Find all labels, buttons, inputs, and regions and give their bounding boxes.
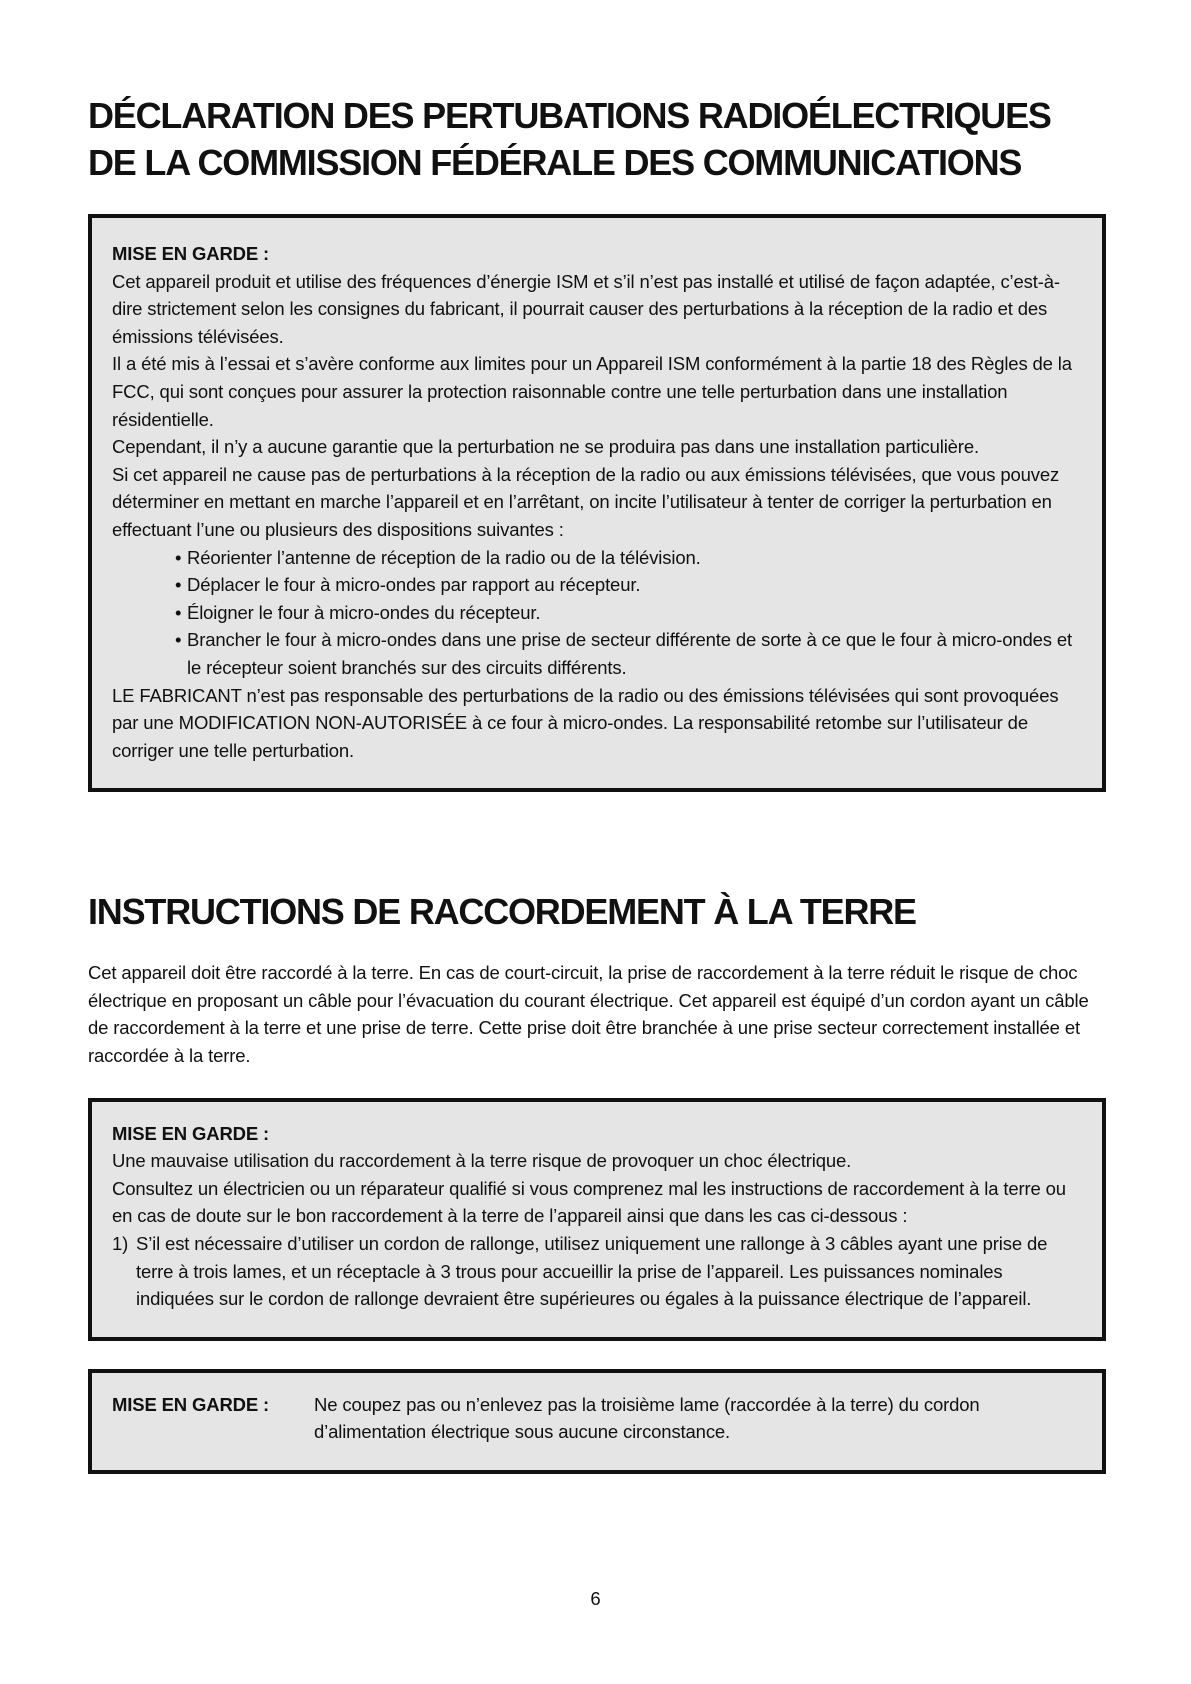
page-number: 6 (590, 1588, 601, 1609)
item-number: 1) (112, 1233, 129, 1255)
fcc-paragraph-1: Cet appareil produit et utilise des fréquences d’énergie ISM et s’il n’est pas installé et utilisé de façon adaptée, c’est-à-dire strictement selon les consignes du fabricant, il pourrait causer des perturbations à la réception de la radio et des émissions télévisées. (112, 270, 1060, 347)
fcc-paragraph-2: Il a été mis à l’essai et s’avère conforme aux limites pour un Appareil ISM conformément à la partie 18 des Règles de la FCC, qui sont conçues pour assurer la protection raisonnable contre une telle perturbation dans une installation résidentielle. (112, 353, 1072, 430)
fcc-bullet-list (112, 544, 1082, 682)
grounding-warning-box (88, 1098, 1106, 1341)
fcc-bullet-item: • Déplacer le four à micro-ondes par rapport au récepteur. (175, 571, 1082, 599)
fcc-bullet-item: • Éloigner le four à micro-ondes du récepteur. (175, 599, 1082, 627)
fcc-heading (88, 92, 1106, 186)
fcc-heading-line1: DÉCLARATION DES PERTUBATIONS RADIOÉLECTRIQUES (88, 95, 1051, 136)
grounding-warning-label: MISE EN GARDE : (112, 1122, 270, 1144)
fcc-warning-box (88, 214, 1106, 792)
grounding-warning-line2: Consultez un électricien ou un réparateur qualifié si vous comprenez mal les instructions de raccordement à la terre ou en cas de doute sur le bon raccordement à la terre de l’appareil ainsi que dans les cas ci-dessous : (112, 1177, 1066, 1227)
fcc-warning-label: MISE EN GARDE : (112, 243, 270, 264)
item-text: S’il est nécessaire d’utiliser un cordon de rallonge, utilisez uniquement une rallonge à 3 câbles ayant une prise de terre à trois lames, et un réceptacle à 3 trous pour accueillir la prise de l’appareil. Les puissances nominales indiquées sur le cordon de rallonge devraient être supérieures ou égales à la puissance électrique de l’appareil. (136, 1233, 1048, 1310)
blade-warning-label: MISE EN GARDE : (112, 1393, 270, 1415)
fcc-paragraph-5: LE FABRICANT n’est pas responsable des perturbations de la radio ou des émissions télévisées qui sont provoquées par une MODIFICATION NON-AUTORISÉE à ce four à micro-ondes. La responsabilité retombe sur l’utilisateur de corriger une telle perturbation. (112, 684, 1059, 761)
fcc-heading-line2: DE LA COMMISSION FÉDÉRALE DES COMMUNICATIONS (88, 142, 1022, 183)
grounding-intro: Cet appareil doit être raccordé à la terre. En cas de court-circuit, la prise de raccordement à la terre réduit le risque de choc électrique en proposant un câble pour l’évacuation du courant électrique. Cet appareil est équipé d’un cordon ayant un câble de raccordement à la terre et une prise de terre. Cette prise doit être branchée à une prise secteur correctement installée et raccordée à la terre. (88, 962, 1089, 1067)
blade-warning-text: Ne coupez pas ou n’enlevez pas la troisième lame (raccordée à la terre) du cordon d’alimentation électrique sous aucune circonstance. (314, 1393, 980, 1443)
blade-warning-box (88, 1369, 1106, 1474)
fcc-bullet-item: • Brancher le four à micro-ondes dans une prise de secteur différente de sorte à ce que le four à micro-ondes et le récepteur soient branchés sur des circuits différents. (175, 626, 1082, 681)
grounding-numbered-item (112, 1230, 1082, 1313)
document-page (88, 92, 1106, 1474)
fcc-paragraph-4: Si cet appareil ne cause pas de perturbations à la réception de la radio ou aux émissions télévisées, que vous pouvez déterminer en mettant en marche l’appareil et en l’arrêtant, on incite l’utilisateur à tenter de corriger la perturbation en effectuant l’une ou plusieurs des dispositions suivantes : (112, 463, 1060, 540)
fcc-paragraph-3: Cependant, il n’y a aucune garantie que la perturbation ne se produira pas dans une installation particulière. (112, 436, 979, 458)
grounding-heading: INSTRUCTIONS DE RACCORDEMENT À LA TERRE (88, 891, 916, 933)
fcc-bullet-item: • Réorienter l’antenne de réception de la radio ou de la télévision. (175, 544, 1082, 572)
grounding-warning-line1: Une mauvaise utilisation du raccordement à la terre risque de provoquer un choc électrique. (112, 1150, 852, 1172)
